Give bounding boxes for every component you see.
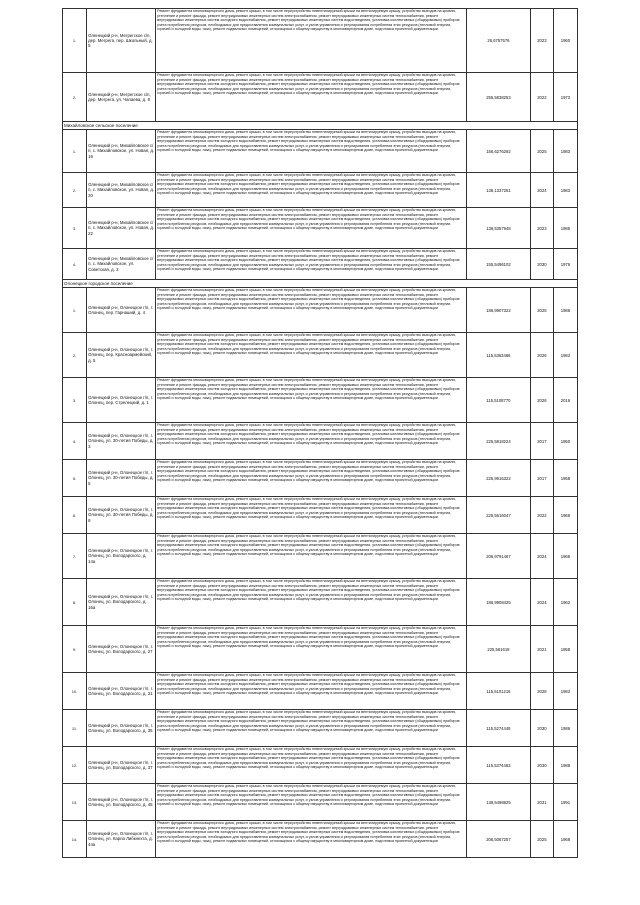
row-works [156,73,467,122]
row-area: 225,561618 [467,626,531,673]
works-text: Ремонт фундамента многоквартирного дома, ремонт крыши, в том числе переустройство невентилируемой крыши на вентилируемую крышу, устройство выходов на кровлю, утепление и ремонт фасада, ремонт внутридомовых инженерных систем электроснабжения, ремонт внутридомовых инженерных систем теплоснабжения, ремонт внутридомовых инженерных систем холодного водоснабжения, ремонт внутридомовых инженерных систем водоотведения, установка коллективных (общедомовых) приборов учета потребления ресурсов, необходимых для предоставления коммунальных услуг, и узлов управления и регулирования потребления этих ресурсов (тепловой энергии, горячей и холодной воды, газа), ремонт подвальных помещений, относящихся к общему имуществу в многоквартирном доме, подготовка проектной документации [157,288,460,311]
row-built-year: 1976 [553,249,577,280]
row-number: 3. [63,378,87,423]
row-area: 225,5616047 [467,497,531,534]
works-text: Ремонт фундамента многоквартирного дома, ремонт крыши, в том числе переустройство невентилируемой крыши на вентилируемую крышу, устройство выходов на кровлю, утепление и ремонт фасада, ремонт внутридомовых инженерных систем электроснабжения, ремонт внутридомовых инженерных систем теплоснабжения, ремонт внутридомовых инженерных систем холодного водоснабжения, ремонт внутридомовых инженерных систем водоотведения, установка коллективных (общедомовых) приборов учета потребления ресурсов, необходимых для предоставления коммунальных услуг, и узлов управления и регулирования потребления этих ресурсов (тепловой энергии, горячей и холодной воды, газа), ремонт подвальных помещений, относящихся к общему имуществу в многоквартирном доме, подготовка проектной документации [157,710,460,733]
row-built-year: 1968 [553,821,577,858]
row-number: 1. [63,288,87,333]
row-works [156,626,467,673]
row-address: Оленецкий р-н, Михайловское с/п, с. Михайловское, ул. Новая, д. 22 [87,208,156,249]
row-repair-year: 2025 [530,821,553,858]
row-number: 14. [63,821,87,858]
row-built-year: 1969 [553,497,577,534]
table-row [63,784,578,821]
row-repair-year: 2017 [530,460,553,497]
row-works [156,534,467,579]
row-repair-year: 2024 [530,534,553,579]
row-built-year: 1988 [553,747,577,784]
row-built-year: 1985 [553,208,577,249]
row-address: Оленецкий р-н, Олонецкое г/п, г. Олонец, пер. Стрелецкий, д. 1 [87,378,156,423]
row-built-year: 1983 [553,673,577,710]
row-repair-year: 2025 [530,130,553,173]
row-address: Оленецкий р-н, Олонецкое г/п, г. Олонец, ул. Володарского, д. 31 [87,673,156,710]
row-address: Оленецкий р-н, Олонецкое г/п, г. Олонец, ул. Володарского, д. 35 [87,710,156,747]
row-number: 11. [63,710,87,747]
row-repair-year: 2022 [530,497,553,534]
works-text: Ремонт фундамента многоквартирного дома, ремонт крыши, в том числе переустройство невентилируемой крыши на вентилируемую крышу, устройство выходов на кровлю, утепление и ремонт фасада, ремонт внутридомовых инженерных систем электроснабжения, ремонт внутридомовых инженерных систем теплоснабжения, ремонт внутридомовых инженерных систем холодного водоснабжения, ремонт внутридомовых инженерных систем водоотведения, установка коллективных (общедомовых) приборов учета потребления ресурсов, необходимых для предоставления коммунальных услуг, и узлов управления и регулирования потребления этих ресурсов (тепловой энергии, горячей и холодной воды, газа), ремонт подвальных помещений, относящихся к общему имуществу в многоквартирном доме, подготовка проектной документации [157,333,460,356]
works-text: Ремонт фундамента многоквартирного дома, ремонт крыши, в том числе переустройство невентилируемой крыши на вентилируемую крышу, устройство выходов на кровлю, утепление и ремонт фасада, ремонт внутридомовых инженерных систем электроснабжения, ремонт внутридомовых инженерных систем теплоснабжения, ремонт внутридомовых инженерных систем холодного водоснабжения, ремонт внутридомовых инженерных систем водоотведения, установка коллективных (общедомовых) приборов учета потребления ресурсов, необходимых для предоставления коммунальных услуг, и узлов управления и регулирования потребления этих ресурсов (тепловой энергии, горячей и холодной воды, газа), ремонт подвальных помещений, относящихся к общему имуществу в многоквартирном доме, подготовка проектной документации [157,423,460,446]
row-works [156,9,467,73]
row-repair-year: 2028 [530,673,553,710]
row-built-year: 1973 [553,73,577,122]
capital-repair-table [62,8,578,858]
works-text: Ремонт фундамента многоквартирного дома, ремонт крыши, в том числе переустройство невентилируемой крыши на вентилируемую крышу, устройство выходов на кровлю, утепление и ремонт фасада, ремонт внутридомовых инженерных систем электроснабжения, ремонт внутридомовых инженерных систем теплоснабжения, ремонт внутридомовых инженерных систем холодного водоснабжения, ремонт внутридомовых инженерных систем водоотведения, установка коллективных (общедомовых) приборов учета потребления ресурсов, необходимых для предоставления коммунальных услуг, и узлов управления и регулирования потребления этих ресурсов (тепловой энергии, горячей и холодной воды, газа), ремонт подвальных помещений, относящихся к общему имуществу в многоквартирном доме, подготовка проектной документации [157,460,460,483]
row-works [156,710,467,747]
works-text: Ремонт фундамента многоквартирного дома, ремонт крыши, в том числе переустройство невентилируемой крыши на вентилируемую крышу, устройство выходов на кровлю, утепление и ремонт фасада, ремонт внутридомовых инженерных систем электроснабжения, ремонт внутридомовых инженерных систем теплоснабжения, ремонт внутридомовых инженерных систем холодного водоснабжения, ремонт внутридомовых инженерных систем водоотведения, установка коллективных (общедомовых) приборов учета потребления ресурсов, необходимых для предоставления коммунальных услуг, и узлов управления и регулирования потребления этих ресурсов (тепловой энергии, горячей и холодной воды, газа), ремонт подвальных помещений, относящихся к общему имуществу в многоквартирном доме, подготовка проектной документации [157,249,460,272]
row-works [156,130,467,173]
row-number: 2. [63,333,87,378]
row-address: Оленецкий р-н, Олонецкое г/п, г. Олонец, ул. Володарского, д. 27 [87,626,156,673]
row-built-year: 1958 [553,460,577,497]
row-address: Оленецкий р-н, Олонецкое г/п, г. Олонец, ул. Володарского, д. 14а [87,534,156,579]
row-works [156,333,467,378]
row-repair-year: 2030 [530,710,553,747]
works-text: Ремонт фундамента многоквартирного дома, ремонт крыши, в том числе переустройство невентилируемой крыши на вентилируемую крышу, устройство выходов на кровлю, утепление и ремонт фасада, ремонт внутридомовых инженерных систем электроснабжения, ремонт внутридомовых инженерных систем теплоснабжения, ремонт внутридомовых инженерных систем холодного водоснабжения, ремонт внутридомовых инженерных систем водоотведения, установка коллективных (общедомовых) приборов учета потребления ресурсов, необходимых для предоставления коммунальных услуг, и узлов управления и регулирования потребления этих ресурсов (тепловой энергии, горячей и холодной воды, газа), ремонт подвальных помещений, относящихся к общему имуществу в многоквартирном доме, подготовка проектной документации [157,784,460,807]
works-text: Ремонт фундамента многоквартирного дома, ремонт крыши, в том числе переустройство невентилируемой крыши на вентилируемую крышу, устройство выходов на кровлю, утепление и ремонт фасада, ремонт внутридомовых инженерных систем электроснабжения, ремонт внутридомовых инженерных систем теплоснабжения, ремонт внутридомовых инженерных систем холодного водоснабжения, ремонт внутридомовых инженерных систем водоотведения, установка коллективных (общедомовых) приборов учета потребления ресурсов, необходимых для предоставления коммунальных услуг, и узлов управления и регулирования потребления этих ресурсов (тепловой энергии, горячей и холодной воды, газа), ремонт подвальных помещений, относящихся к общему имуществу в многоквартирном доме, подготовка проектной документации [157,173,460,196]
works-text: Ремонт фундамента многоквартирного дома, ремонт крыши, в том числе переустройство невентилируемой крыши на вентилируемую крышу, устройство выходов на кровлю, утепление и ремонт фасада, ремонт внутридомовых инженерных систем электроснабжения, ремонт внутридомовых инженерных систем теплоснабжения, ремонт внутридомовых инженерных систем холодного водоснабжения, ремонт внутридомовых инженерных систем водоотведения, установка коллективных (общедомовых) приборов учета потребления ресурсов, необходимых для предоставления коммунальных услуг, и узлов управления и регулирования потребления этих ресурсов (тепловой энергии, горячей и холодной воды, газа), ремонт подвальных помещений, относящихся к общему имуществу в многоквартирном доме, подготовка проектной документации [157,626,460,649]
row-number: 13. [63,784,87,821]
row-number: 9. [63,626,87,673]
row-number: 2. [63,73,87,122]
row-address: Оленецкий р-н, Олонецкое г/п, г. Олонец, ул. Володарского, д. 45 [87,784,156,821]
row-repair-year: 2030 [530,747,553,784]
row-works [156,423,467,460]
section-title: Михайловское сельское поселение [63,122,578,130]
row-works [156,747,467,784]
row-repair-year: 2023 [530,9,553,73]
row-built-year: 1966 [553,534,577,579]
row-built-year: 1991 [553,784,577,821]
row-works [156,784,467,821]
row-address: Оленецкий р-н, Мегрегское с/п, дер. Мегрега, ул. Чапаева, д. 8 [87,73,156,122]
row-built-year: 1950 [553,423,577,460]
row-built-year: 1983 [553,173,577,208]
row-number: 7. [63,534,87,579]
table-row [63,579,578,626]
row-number: 6. [63,497,87,534]
row-area: 136,5357948 [467,208,531,249]
works-text: Ремонт фундамента многоквартирного дома, ремонт крыши, в том числе переустройство невентилируемой крыши на вентилируемую крышу, устройство выходов на кровлю, утепление и ремонт фасада, ремонт внутридомовых инженерных систем электроснабжения, ремонт внутридомовых инженерных систем теплоснабжения, ремонт внутридомовых инженерных систем холодного водоснабжения, ремонт внутридомовых инженерных систем водоотведения, установка коллективных (общедомовых) приборов учета потребления ресурсов, необходимых для предоставления коммунальных услуг, и узлов управления и регулирования потребления этих ресурсов (тепловой энергии, горячей и холодной воды, газа), ремонт подвальных помещений, относящихся к общему имуществу в многоквартирном доме, подготовка проектной документации [157,747,460,770]
table-row [63,460,578,497]
row-address: Оленецкий р-н, Мегрегское с/п, дер. Мегрега, пер. Школьный, д. 5 [87,9,156,73]
row-area: 206,5067257 [467,821,531,858]
row-repair-year: 2031 [530,784,553,821]
row-number: 4. [63,423,87,460]
row-repair-year: 2017 [530,423,553,460]
row-area: 138,1337251 [467,173,531,208]
row-works [156,378,467,423]
row-address: Оленецкий р-н, Михайловское с/п, с. Михайловское, ул. Советская, д. 3 [87,249,156,280]
works-text: Ремонт фундамента многоквартирного дома, ремонт крыши, в том числе переустройство невентилируемой крыши на вентилируемую крышу, устройство выходов на кровлю, утепление и ремонт фасада, ремонт внутридомовых инженерных систем электроснабжения, ремонт внутридомовых инженерных систем теплоснабжения, ремонт внутридомовых инженерных систем холодного водоснабжения, ремонт внутридомовых инженерных систем водоотведения, установка коллективных (общедомовых) приборов учета потребления ресурсов, необходимых для предоставления коммунальных услуг, и узлов управления и регулирования потребления этих ресурсов (тепловой энергии, горячей и холодной воды, газа), ремонт подвальных помещений, относящихся к общему имуществу в многоквартирном доме, подготовка проектной документации [157,208,460,231]
row-address: Оленецкий р-н, Михайловское с/п, с. Михайловское, ул. Новая, д. 19 [87,130,156,173]
section-header [63,280,578,288]
row-works [156,579,467,626]
row-built-year: 1986 [553,288,577,333]
table-row [63,333,578,378]
table-row [63,423,578,460]
row-built-year: 1983 [553,130,577,173]
table-row [63,534,578,579]
row-number: 8. [63,579,87,626]
table-row [63,249,578,280]
row-address: Оленецкий р-н, Олонецкое г/п, г. Олонец, пер. Красноармейский, д. 5 [87,333,156,378]
row-works [156,821,467,858]
row-number: 1. [63,130,87,173]
row-area: 115,5363466 [467,333,531,378]
row-repair-year: 2026 [530,378,553,423]
row-area: 115,5108770 [467,378,531,423]
table-row [63,710,578,747]
row-repair-year: 2023 [530,208,553,249]
row-area: 186,9907322 [467,288,531,333]
row-repair-year: 2024 [530,173,553,208]
row-address: Оленецкий р-н, Олонецкое г/п, г. Олонец, пер. Гарнаший, д. 4 [87,288,156,333]
table-row [63,747,578,784]
table-row [63,821,578,858]
row-address: Оленецкий р-н, Олонецкое г/п, г. Олонец, ул. Карла Либкнехта, д. 44а [87,821,156,858]
row-works [156,288,467,333]
row-area: 255,5838253 [467,73,531,122]
row-area: 115,5374463 [467,747,531,784]
row-area: 206,9791467 [467,534,531,579]
row-repair-year: 2026 [530,288,553,333]
table-row [63,73,578,122]
works-text: Ремонт фундамента многоквартирного дома, ремонт крыши, в том числе переустройство невентилируемой крыши на вентилируемую крышу, устройство выходов на кровлю, утепление и ремонт фасада, ремонт внутридомовых инженерных систем электроснабжения, ремонт внутридомовых инженерных систем теплоснабжения, ремонт внутридомовых инженерных систем холодного водоснабжения, ремонт внутридомовых инженерных систем водоотведения, установка коллективных (общедомовых) приборов учета потребления ресурсов, необходимых для предоставления коммунальных услуг, и узлов управления и регулирования потребления этих ресурсов (тепловой энергии, горячей и холодной воды, газа), ремонт подвальных помещений, относящихся к общему имуществу в многоквартирном доме, подготовка проектной документации [157,534,460,557]
row-number: 2. [63,173,87,208]
table-row [63,673,578,710]
works-text: Ремонт фундамента многоквартирного дома, ремонт крыши, в том числе переустройство невентилируемой крыши на вентилируемую крышу, устройство выходов на кровлю, утепление и ремонт фасада, ремонт внутридомовых инженерных систем электроснабжения, ремонт внутридомовых инженерных систем теплоснабжения, ремонт внутридомовых инженерных систем холодного водоснабжения, ремонт внутридомовых инженерных систем водоотведения, установка коллективных (общедомовых) приборов учета потребления ресурсов, необходимых для предоставления коммунальных услуг, и узлов управления и регулирования потребления этих ресурсов (тепловой энергии, горячей и холодной воды, газа), ремонт подвальных помещений, относящихся к общему имуществу в многоквартирном доме, подготовка проектной документации [157,673,460,696]
works-text: Ремонт фундамента многоквартирного дома, ремонт крыши, в том числе переустройство невентилируемой крыши на вентилируемую крышу, устройство выходов на кровлю, утепление и ремонт фасада, ремонт внутридомовых инженерных систем электроснабжения, ремонт внутридомовых инженерных систем теплоснабжения, ремонт внутридомовых инженерных систем холодного водоснабжения, ремонт внутридомовых инженерных систем водоотведения, установка коллективных (общедомовых) приборов учета потребления ресурсов, необходимых для предоставления коммунальных услуг, и узлов управления и регулирования потребления этих ресурсов (тепловой энергии, горячей и холодной воды, газа), ремонт подвальных помещений, относящихся к общему имуществу в многоквартирном доме, подготовка проектной документации [157,378,460,401]
row-works [156,497,467,534]
row-works [156,173,467,208]
row-address: Оленецкий р-н, Олонецкое г/п, г. Олонец, ул. 30-летия Победы, д. 3 [87,423,156,460]
row-area: 186,9908425 [467,579,531,626]
row-number: 12. [63,747,87,784]
row-repair-year: 2026 [530,333,553,378]
row-area: 138,5498825 [467,784,531,821]
table-row [63,130,578,173]
works-text: Ремонт фундамента многоквартирного дома, ремонт крыши, в том числе переустройство невентилируемой крыши на вентилируемую крышу, устройство выходов на кровлю, утепление и ремонт фасада, ремонт внутридомовых инженерных систем электроснабжения, ремонт внутридомовых инженерных систем теплоснабжения, ремонт внутридомовых инженерных систем холодного водоснабжения, ремонт внутридомовых инженерных систем водоотведения, установка коллективных (общедомовых) приборов учета потребления ресурсов, необходимых для предоставления коммунальных услуг, и узлов управления и регулирования потребления этих ресурсов (тепловой энергии, горячей и холодной воды, газа), ремонт подвальных помещений, относящихся к общему имуществу в многоквартирном доме, подготовка проектной документации [157,497,460,520]
works-text: Ремонт фундамента многоквартирного дома, ремонт крыши, в том числе переустройство невентилируемой крыши на вентилируемую крышу, устройство выходов на кровлю, утепление и ремонт фасада, ремонт внутридомовых инженерных систем электроснабжения, ремонт внутридомовых инженерных систем теплоснабжения, ремонт внутридомовых инженерных систем холодного водоснабжения, ремонт внутридомовых инженерных систем водоотведения, установка коллективных (общедомовых) приборов учета потребления ресурсов, необходимых для предоставления коммунальных услуг, и узлов управления и регулирования потребления этих ресурсов (тепловой энергии, горячей и холодной воды, газа), ремонт подвальных помещений, относящихся к общему имуществу в многоквартирном доме, подготовка проектной документации [157,130,460,153]
works-text: Ремонт фундамента многоквартирного дома, ремонт крыши, в том числе переустройство невентилируемой крыши на вентилируемую крышу, устройство выходов на кровлю, утепление и ремонт фасада, ремонт внутридомовых инженерных систем электроснабжения, ремонт внутридомовых инженерных систем теплоснабжения, ремонт внутридомовых инженерных систем холодного водоснабжения, ремонт внутридомовых инженерных систем водоотведения, установка коллективных (общедомовых) приборов учета потребления ресурсов, необходимых для предоставления коммунальных услуг, и узлов управления и регулирования потребления этих ресурсов (тепловой энергии, горячей и холодной воды, газа), ремонт подвальных помещений, относящихся к общему имуществу в многоквартирном доме, подготовка проектной документации [157,73,460,96]
row-area: 115,5274448 [467,710,531,747]
table-row [63,378,578,423]
row-built-year: 1986 [553,710,577,747]
row-built-year: 1962 [553,579,577,626]
works-text: Ремонт фундамента многоквартирного дома, ремонт крыши, в том числе переустройство невентилируемой крыши на вентилируемую крышу, устройство выходов на кровлю, утепление и ремонт фасада, ремонт внутридомовых инженерных систем электроснабжения, ремонт внутридомовых инженерных систем теплоснабжения, ремонт внутридомовых инженерных систем холодного водоснабжения, ремонт внутридомовых инженерных систем водоотведения, установка коллективных (общедомовых) приборов учета потребления ресурсов, необходимых для предоставления коммунальных услуг, и узлов управления и регулирования потребления этих ресурсов (тепловой энергии, горячей и холодной воды, газа), ремонт подвальных помещений, относящихся к общему имуществу в многоквартирном доме, подготовка проектной документации [157,9,460,32]
table-row [63,208,578,249]
row-area: 115,5101216 [467,673,531,710]
row-number: 1. [63,9,87,73]
table-row [63,9,578,73]
row-repair-year: 2021 [530,626,553,673]
table-row [63,288,578,333]
row-repair-year: 2022 [530,73,553,122]
row-number: 3. [63,208,87,249]
row-built-year: 1960 [553,9,577,73]
row-number: 5. [63,460,87,497]
table-row [63,626,578,673]
row-area: 225,5818224 [467,423,531,460]
section-title: Олонецкое городское поселение [63,280,578,288]
row-address: Оленецкий р-н, Олонецкое г/п, г. Олонец, ул. 30-летия Победы, д. 8 [87,497,156,534]
table-body [63,9,578,858]
row-built-year: 1983 [553,333,577,378]
table-row [63,497,578,534]
works-text: Ремонт фундамента многоквартирного дома, ремонт крыши, в том числе переустройство невентилируемой крыши на вентилируемую крышу, устройство выходов на кровлю, утепление и ремонт фасада, ремонт внутридомовых инженерных систем электроснабжения, ремонт внутридомовых инженерных систем теплоснабжения, ремонт внутридомовых инженерных систем холодного водоснабжения, ремонт внутридомовых инженерных систем водоотведения, установка коллективных (общедомовых) приборов учета потребления ресурсов, необходимых для предоставления коммунальных услуг, и узлов управления и регулирования потребления этих ресурсов (тепловой энергии, горячей и холодной воды, газа), ремонт подвальных помещений, относящихся к общему имуществу в многоквартирном доме, подготовка проектной документации [157,579,460,602]
row-area: 156,6276292 [467,130,531,173]
row-built-year: 2016 [553,378,577,423]
row-repair-year: 2024 [530,579,553,626]
works-text: Ремонт фундамента многоквартирного дома, ремонт крыши, в том числе переустройство невентилируемой крыши на вентилируемую крышу, устройство выходов на кровлю, утепление и ремонт фасада, ремонт внутридомовых инженерных систем электроснабжения, ремонт внутридомовых инженерных систем теплоснабжения, ремонт внутридомовых инженерных систем холодного водоснабжения, ремонт внутридомовых инженерных систем водоотведения, установка коллективных (общедомовых) приборов учета потребления ресурсов, необходимых для предоставления коммунальных услуг, и узлов управления и регулирования потребления этих ресурсов (тепловой энергии, горячей и холодной воды, газа), ремонт подвальных помещений, относящихся к общему имуществу в многоквартирном доме, подготовка проектной документации [157,821,460,844]
row-works [156,249,467,280]
row-number: 10. [63,673,87,710]
row-area: 155,5496102 [467,249,531,280]
row-repair-year: 2030 [530,249,553,280]
row-address: Оленецкий р-н, Михайловское с/п, с. Михайловское, ул. Новая, д. 20 [87,173,156,208]
row-number: 4. [63,249,87,280]
row-built-year: 1958 [553,626,577,673]
row-works [156,460,467,497]
row-address: Оленецкий р-н, Олонецкое г/п, г. Олонец, ул. Володарского, д. 37 [87,747,156,784]
row-works [156,208,467,249]
row-area: 225,9916322 [467,460,531,497]
row-area: 26,6757576 [467,9,531,73]
row-address: Оленецкий р-н, Олонецкое г/п, г. Олонец, ул. 30-летия Победы, д. 5 [87,460,156,497]
row-works [156,673,467,710]
table-row [63,173,578,208]
section-header [63,122,578,130]
row-address: Оленецкий р-н, Олонецкое г/п, г. Олонец, ул. Володарского, д. 16а [87,579,156,626]
